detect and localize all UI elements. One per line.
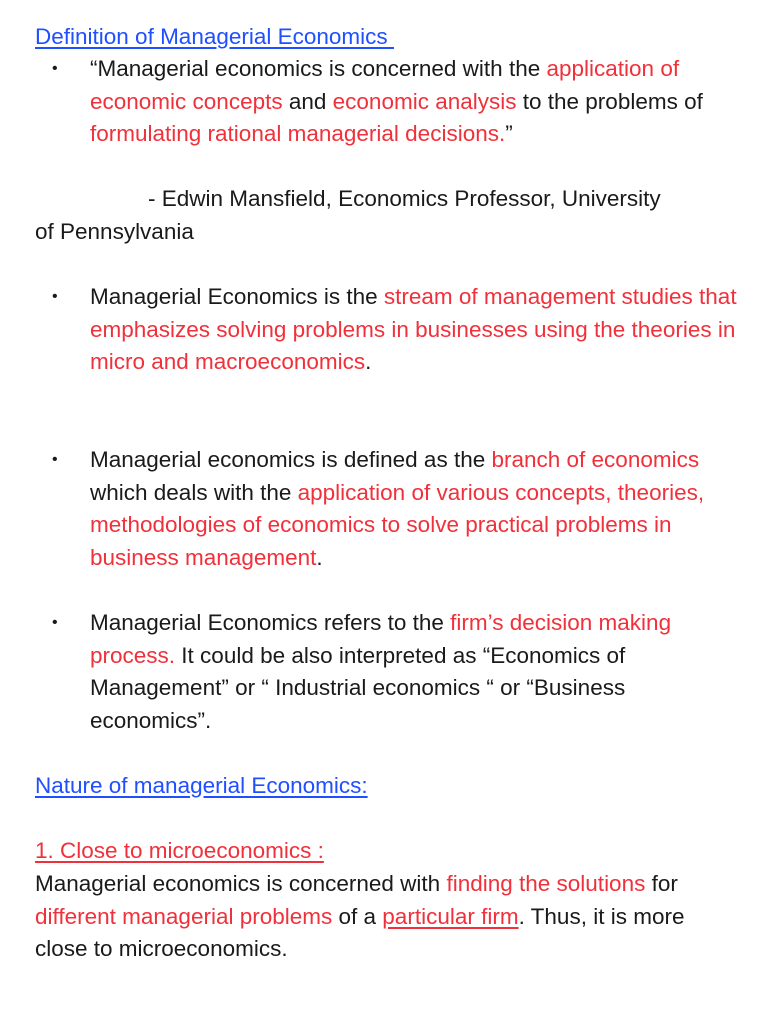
- text: .: [316, 544, 323, 570]
- attribution-line-1: - Edwin Mansfield, Economics Professor, University: [148, 186, 661, 211]
- text: for: [645, 871, 678, 896]
- text: .: [365, 349, 372, 375]
- text: which deals with the: [90, 479, 298, 505]
- text: to the problems of: [516, 88, 703, 114]
- text: of a: [332, 903, 383, 929]
- attribution-line-2: of Pennsylvania: [35, 219, 194, 244]
- bullet-item-decision-making: [52, 607, 740, 737]
- highlight: different managerial problems: [35, 903, 333, 929]
- text: Managerial economics is concerned with: [35, 871, 447, 896]
- text: Managerial Economics refers to the: [90, 610, 451, 635]
- highlight: branch of economics: [491, 447, 700, 472]
- bullet-item-mansfield-quote: [52, 53, 740, 151]
- subheading-close-to-microeconomics: 1. Close to microeconomics :: [35, 838, 324, 863]
- highlight: stream of management studies that emphasizes solving problems in businesses using the theories in micro and macroeconomics: [90, 284, 737, 375]
- text: It could be also interpreted as “Economics of Management” or “ Industrial economics “ or “Business economics”.: [90, 642, 626, 733]
- bullet-icon: •: [52, 451, 58, 468]
- highlight: application of various concepts, theories, methodologies of economics to solve practical problems in business management: [90, 479, 705, 570]
- highlight: formulating rational managerial decisions.: [90, 121, 506, 147]
- bullet-item-stream-of-studies: [52, 281, 740, 379]
- text: Managerial Economics is the: [90, 284, 384, 309]
- highlight: finding the solutions: [446, 871, 646, 896]
- heading-definition: Definition of Managerial Economics: [35, 24, 394, 49]
- text: and: [282, 88, 333, 114]
- text: “Managerial economics is concerned with the: [90, 56, 547, 81]
- heading-nature: Nature of managerial Economics:: [35, 773, 368, 798]
- bullet-icon: •: [52, 288, 58, 305]
- text: Managerial economics is defined as the: [90, 447, 492, 472]
- highlight: firm’s decision making process.: [90, 610, 672, 668]
- bullet-icon: •: [52, 60, 58, 77]
- highlight: application of economic concepts: [90, 56, 680, 114]
- underlined-highlight: particular firm: [382, 903, 519, 929]
- bullet-item-branch-of-economics: [52, 444, 740, 574]
- text: . Thus, it is more close to microeconomics.: [35, 903, 685, 962]
- text: ”: [505, 121, 513, 147]
- highlight: economic analysis: [332, 88, 517, 114]
- bullet-icon: •: [52, 614, 58, 631]
- paragraph-close-to-microeconomics: [35, 868, 725, 966]
